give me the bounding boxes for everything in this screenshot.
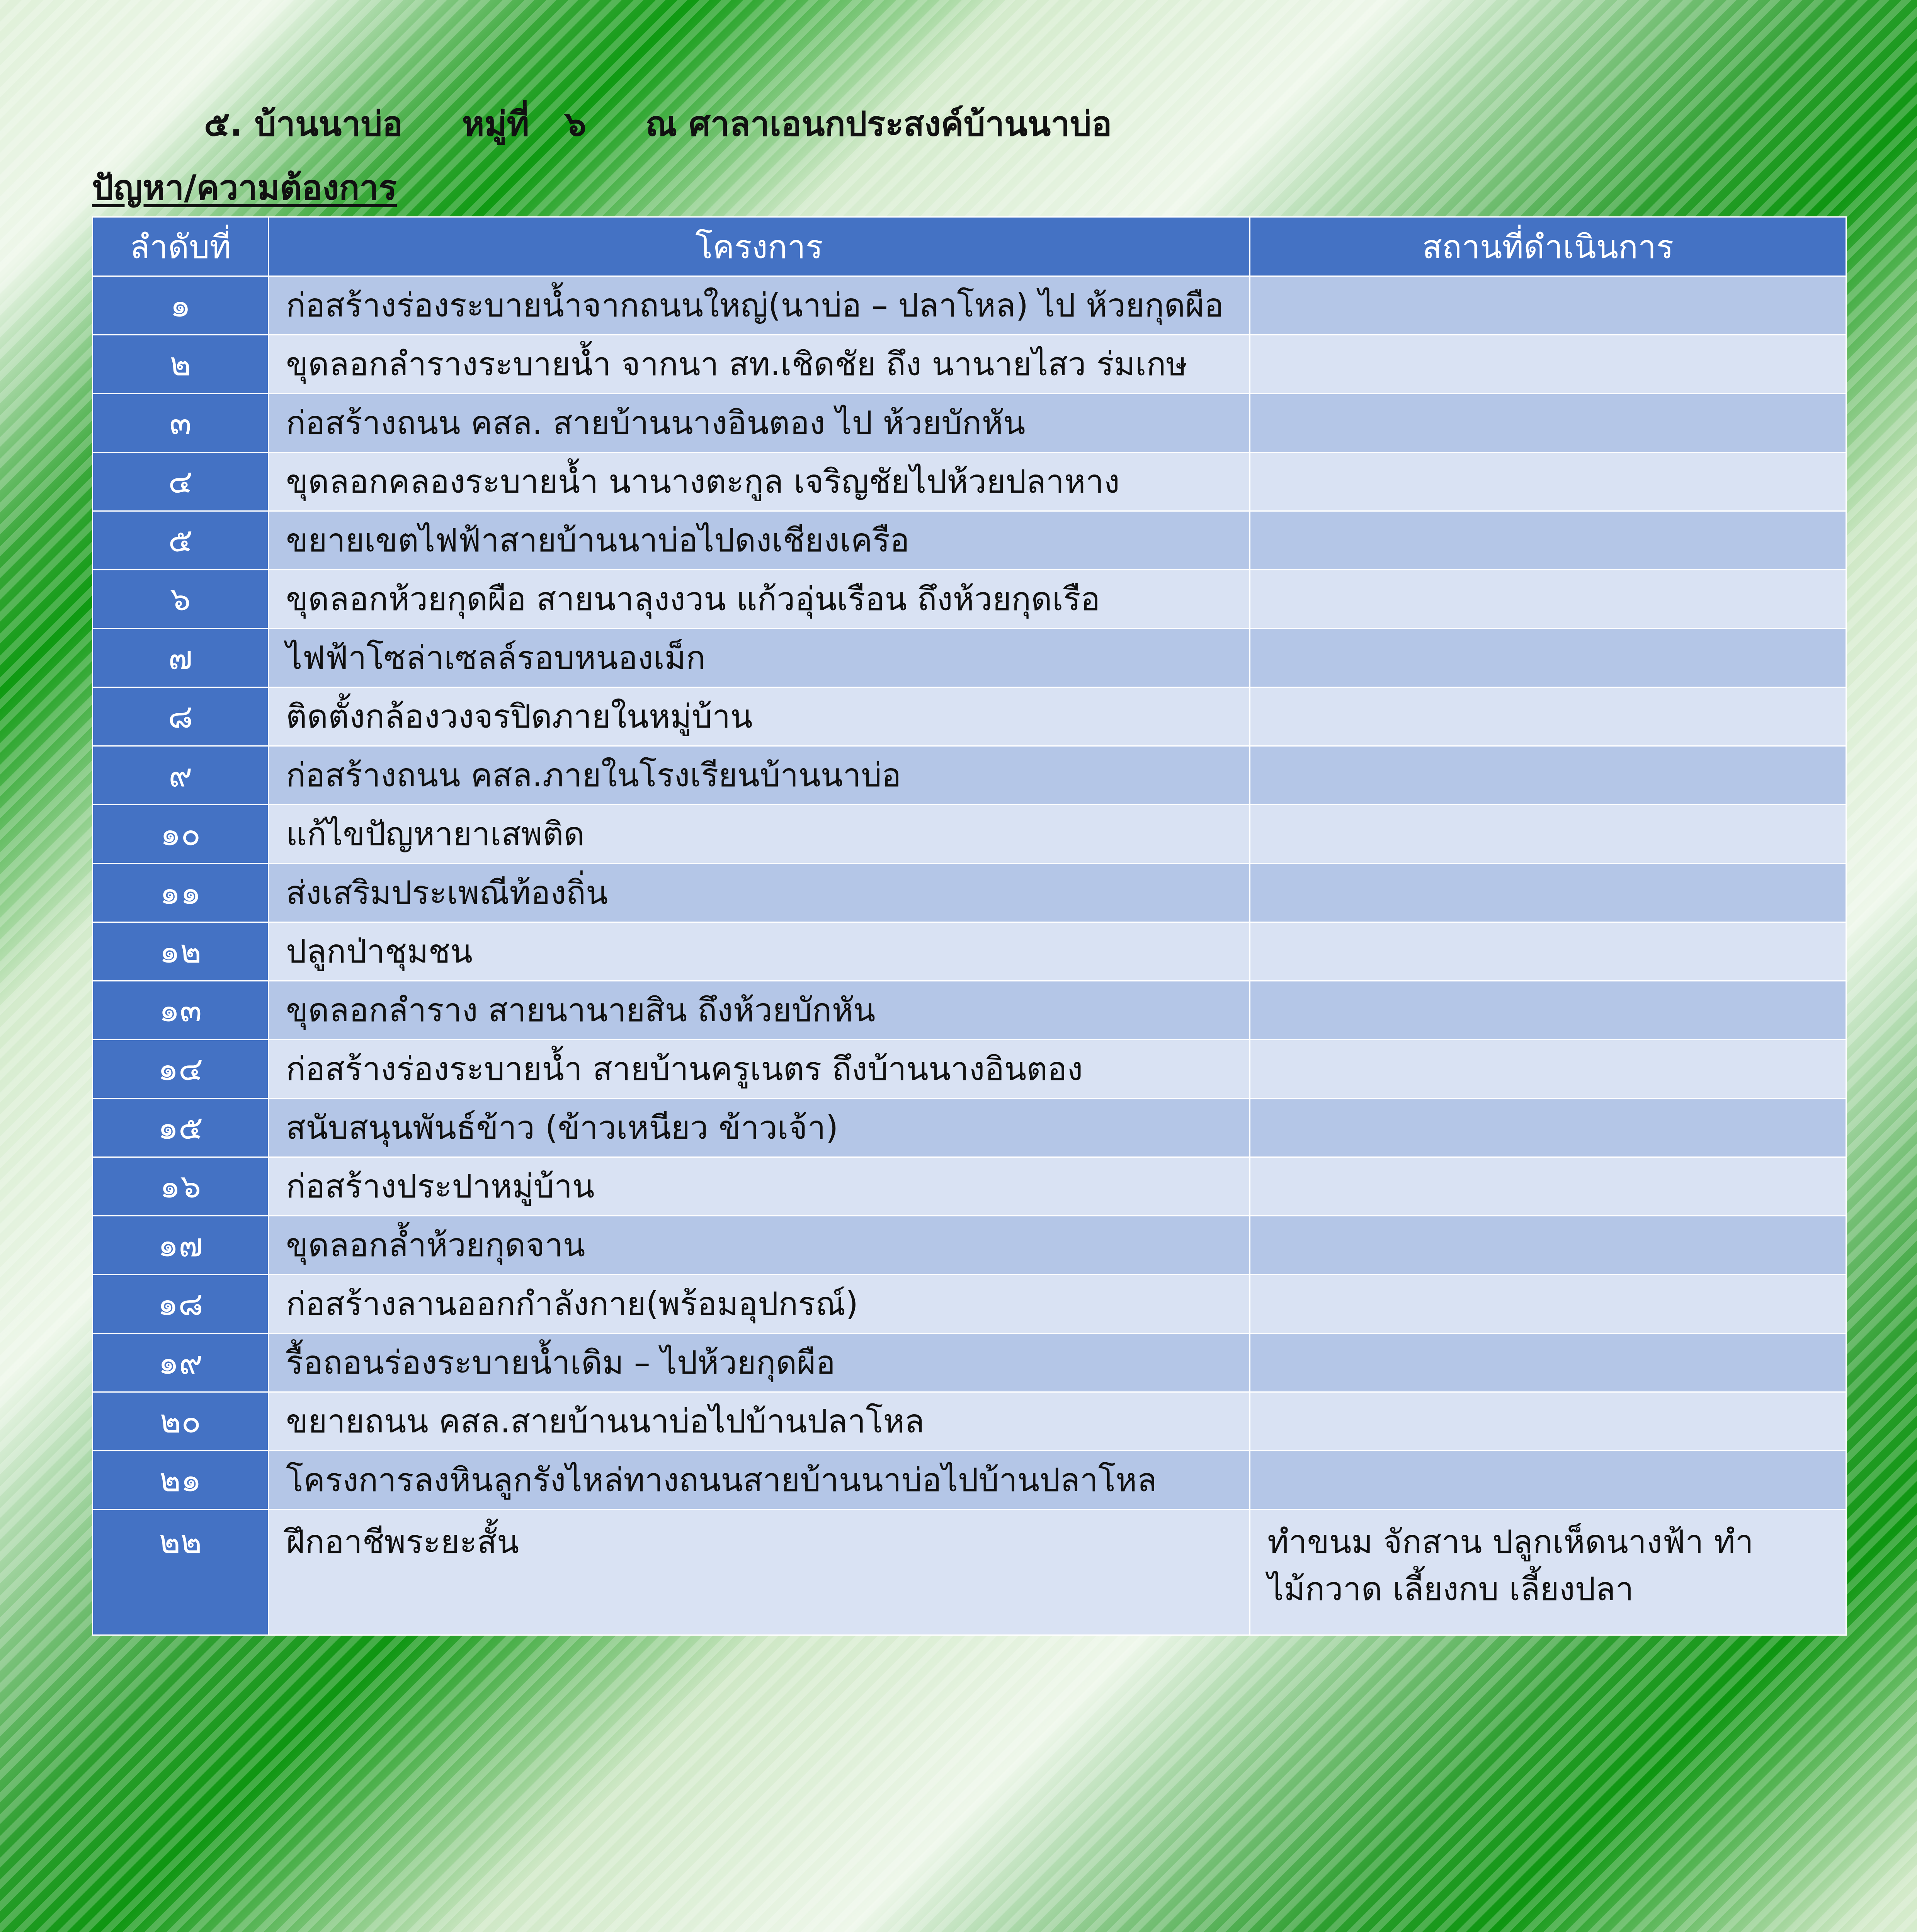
column-header-location: สถานที่ดำเนินการ xyxy=(1250,217,1846,276)
project-name: ขุดลอกล้ำห้วยกุดจาน xyxy=(269,1216,1250,1275)
project-location xyxy=(1250,452,1846,511)
table-row xyxy=(93,1451,1846,1510)
project-table xyxy=(92,216,1847,1636)
project-name: แก้ไขปัญหายาเสพติด xyxy=(269,805,1250,864)
project-location xyxy=(1250,864,1846,922)
table-row xyxy=(93,981,1846,1040)
table-row xyxy=(93,1040,1846,1099)
project-location xyxy=(1250,1451,1846,1510)
row-number: ๘ xyxy=(93,687,269,746)
row-number: ๒๑ xyxy=(93,1451,269,1510)
table-row xyxy=(93,1392,1846,1451)
project-location xyxy=(1250,276,1846,335)
table-row xyxy=(93,805,1846,864)
table-row xyxy=(93,1510,1846,1635)
table-row xyxy=(93,922,1846,981)
project-name: ก่อสร้างร่องระบายน้ำจากถนนใหญ่(นาบ่อ – ปลาโหล) ไป ห้วยกุดผือ xyxy=(269,276,1250,335)
project-name: ขยายถนน คสล.สายบ้านนาบ่อไปบ้านปลาโหล xyxy=(269,1392,1250,1451)
project-name: ก่อสร้างถนน คสล. สายบ้านนางอินตอง ไป ห้วยบักหัน xyxy=(269,394,1250,452)
project-location xyxy=(1250,1392,1846,1451)
village-heading: ๕. บ้านนาบ่อ หมู่ที่ ๖ ณ ศาลาเอนกประสงค์บ้านนาบ่อ xyxy=(204,104,1112,144)
table-row xyxy=(93,335,1846,394)
row-number: ๙ xyxy=(93,746,269,805)
project-name: โครงการลงหินลูกรังไหล่ทางถนนสายบ้านนาบ่อไปบ้านปลาโหล xyxy=(269,1451,1250,1510)
table-row xyxy=(93,629,1846,687)
table-row xyxy=(93,570,1846,629)
row-number: ๑ xyxy=(93,276,269,335)
project-location xyxy=(1250,570,1846,629)
project-location xyxy=(1250,687,1846,746)
column-header-number: ลำดับที่ xyxy=(93,217,269,276)
row-number: ๑๔ xyxy=(93,1040,269,1099)
row-number: ๑๙ xyxy=(93,1333,269,1392)
project-name: ขยายเขตไฟฟ้าสายบ้านนาบ่อไปดงเชียงเครือ xyxy=(269,511,1250,570)
row-number: ๗ xyxy=(93,629,269,687)
project-name: สนับสนุนพันธ์ข้าว (ข้าวเหนียว ข้าวเจ้า) xyxy=(269,1099,1250,1157)
row-number: ๑๓ xyxy=(93,981,269,1040)
row-number: ๖ xyxy=(93,570,269,629)
table-row xyxy=(93,687,1846,746)
project-location xyxy=(1250,746,1846,805)
table-row xyxy=(93,1099,1846,1157)
row-number: ๔ xyxy=(93,452,269,511)
project-name: ขุดลอกลำรางระบายน้ำ จากนา สท.เชิดชัย ถึง นานายไสว ร่มเกษ xyxy=(269,335,1250,394)
project-location xyxy=(1250,805,1846,864)
row-number: ๑๒ xyxy=(93,922,269,981)
project-name: ก่อสร้างลานออกกำลังกาย(พร้อมอุปกรณ์) xyxy=(269,1275,1250,1333)
project-location xyxy=(1250,1333,1846,1392)
table-row xyxy=(93,864,1846,922)
table-row xyxy=(93,276,1846,335)
row-number: ๑๖ xyxy=(93,1157,269,1216)
project-name: ขุดลอกคลองระบายน้ำ นานางตะกูล เจริญชัยไปห้วยปลาหาง xyxy=(269,452,1250,511)
project-name: ไฟฟ้าโซล่าเซลล์รอบหนองเม็ก xyxy=(269,629,1250,687)
project-location xyxy=(1250,629,1846,687)
table-row xyxy=(93,394,1846,452)
table-row xyxy=(93,746,1846,805)
row-number: ๒๒ xyxy=(93,1510,269,1635)
table-row xyxy=(93,1216,1846,1275)
row-number: ๓ xyxy=(93,394,269,452)
project-name: ก่อสร้างประปาหมู่บ้าน xyxy=(269,1157,1250,1216)
row-number: ๒ xyxy=(93,335,269,394)
project-name: ติดตั้งกล้องวงจรปิดภายในหมู่บ้าน xyxy=(269,687,1250,746)
table-row xyxy=(93,1333,1846,1392)
project-location xyxy=(1250,1216,1846,1275)
row-number: ๑๕ xyxy=(93,1099,269,1157)
project-name: รื้อถอนร่องระบายน้ำเดิม – ไปห้วยกุดผือ xyxy=(269,1333,1250,1392)
project-location: ทำขนม จักสาน ปลูกเห็ดนางฟ้า ทำไม้กวาด เลี้ยงกบ เลี้ยงปลา xyxy=(1250,1510,1846,1635)
project-location xyxy=(1250,1275,1846,1333)
project-name: ก่อสร้างถนน คสล.ภายในโรงเรียนบ้านนาบ่อ xyxy=(269,746,1250,805)
project-location xyxy=(1250,981,1846,1040)
project-location xyxy=(1250,1157,1846,1216)
project-name: ก่อสร้างร่องระบายน้ำ สายบ้านครูเนตร ถึงบ้านนางอินตอง xyxy=(269,1040,1250,1099)
project-location xyxy=(1250,1099,1846,1157)
row-number: ๑๐ xyxy=(93,805,269,864)
project-location xyxy=(1250,511,1846,570)
project-location xyxy=(1250,394,1846,452)
header-row xyxy=(93,217,1846,276)
project-name: ส่งเสริมประเพณีท้องถิ่น xyxy=(269,864,1250,922)
project-name: ฝึกอาชีพระยะสั้น xyxy=(269,1510,1250,1635)
column-header-project: โครงการ xyxy=(269,217,1250,276)
row-number: ๕ xyxy=(93,511,269,570)
project-location xyxy=(1250,1040,1846,1099)
project-location xyxy=(1250,335,1846,394)
row-number: ๑๑ xyxy=(93,864,269,922)
table-row xyxy=(93,1157,1846,1216)
table-body xyxy=(93,276,1846,1635)
project-location xyxy=(1250,922,1846,981)
table-row xyxy=(93,452,1846,511)
table-header xyxy=(93,217,1846,276)
section-heading: ปัญหา/ความต้องการ xyxy=(92,168,397,207)
table-row xyxy=(93,1275,1846,1333)
project-name: ปลูกป่าชุมชน xyxy=(269,922,1250,981)
row-number: ๒๐ xyxy=(93,1392,269,1451)
row-number: ๑๘ xyxy=(93,1275,269,1333)
table-row xyxy=(93,511,1846,570)
project-name: ขุดลอกห้วยกุดผือ สายนาลุงงวน แก้วอุ่นเรือน ถึงห้วยกุดเรือ xyxy=(269,570,1250,629)
row-number: ๑๗ xyxy=(93,1216,269,1275)
project-name: ขุดลอกลำราง สายนานายสิน ถึงห้วยบักหัน xyxy=(269,981,1250,1040)
